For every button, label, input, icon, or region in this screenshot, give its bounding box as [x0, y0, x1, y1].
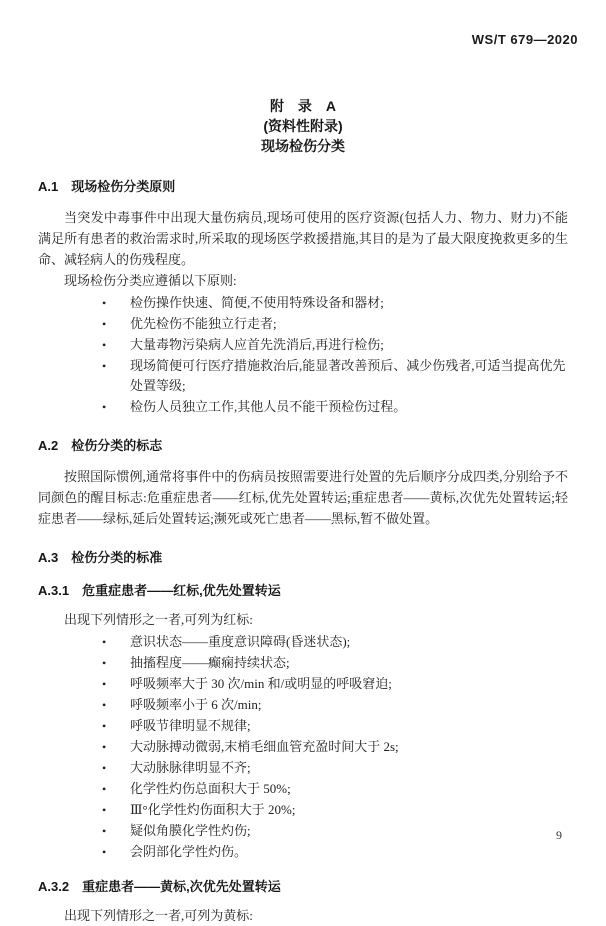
section-number: A.2 — [38, 438, 59, 453]
bullet-icon: • — [102, 824, 107, 838]
bullet-icon: • — [102, 845, 107, 859]
section-title-text: 检伤分类的标准 — [71, 550, 163, 565]
list-item — [102, 335, 568, 355]
section-title-text: 重症患者——黄标,次优先处置转运 — [82, 879, 281, 894]
page-number: 9 — [556, 828, 562, 842]
list-item — [102, 737, 568, 757]
list-item — [102, 632, 568, 652]
bullet-text: 意识状态——重度意识障碍(昏迷状态); — [130, 634, 351, 649]
bullet-icon: • — [102, 635, 107, 649]
list-item — [102, 293, 568, 313]
section-title-text: 现场检伤分类原则 — [71, 179, 176, 194]
bullet-text: 化学性灼伤总面积大于 50%; — [130, 781, 291, 796]
doc-number: WS/T 679—2020 — [471, 32, 578, 47]
bullet-text: 呼吸节律明显不规律; — [130, 718, 251, 733]
bullet-icon: • — [102, 782, 107, 796]
bullet-text: 抽搐程度——癫痫持续状态; — [130, 655, 290, 670]
list-item — [102, 716, 568, 736]
bullet-icon: • — [102, 296, 107, 310]
section-number: A.1 — [38, 179, 59, 194]
list-item — [102, 695, 568, 715]
list-item — [102, 800, 568, 820]
list-item — [102, 758, 568, 778]
list-item — [102, 842, 568, 862]
bullet-text: 大量毒物污染病人应首先洗消后,再进行检伤; — [130, 337, 384, 352]
bullet-icon: • — [102, 698, 107, 712]
list-item — [102, 821, 568, 841]
bullet-icon: • — [102, 803, 107, 817]
bullet-icon: • — [102, 740, 107, 754]
list-item — [102, 674, 568, 694]
appendix-title-block — [38, 0, 568, 156]
bullet-text: 大动脉脉律明显不齐; — [130, 760, 251, 775]
bullet-text: 呼吸频率大于 30 次/min 和/或明显的呼吸窘迫; — [130, 676, 392, 691]
bullet-text: 疑似角膜化学性灼伤; — [130, 823, 251, 838]
bullet-text: Ⅲ°化学性灼伤面积大于 20%; — [130, 802, 296, 817]
section-heading-a2 — [38, 437, 568, 454]
section-title-text: 危重症患者——红标,优先处置转运 — [82, 583, 281, 598]
bullet-text: 呼吸频率小于 6 次/min; — [130, 697, 262, 712]
section-heading-a32 — [38, 878, 568, 895]
a31-list-intro: 出现下列情形之一者,可列为红标: — [64, 612, 253, 627]
bullet-icon: • — [102, 656, 107, 670]
bullet-text: 优先检伤不能独立行走者; — [130, 316, 277, 331]
bullet-text: 现场简便可行医疗措施救治后,能显著改善预后、减少伤残者,可适当提高优先处置等级; — [130, 358, 566, 393]
appendix-name: 现场检伤分类 — [261, 138, 345, 154]
a1-paragraph: 当突发中毒事件中出现大量伤病员,现场可使用的医疗资源(包括人力、物力、财力)不能满足所有患者的救治需求时,所采取的现场医学救援措施,其目的是为了最大限度挽救更多的生命、减轻病人的伤残程度。 — [38, 210, 568, 267]
list-item — [102, 356, 568, 396]
section-number: A.3 — [38, 550, 59, 565]
a2-paragraph: 按照国际惯例,通常将事件中的伤病员按照需要进行处置的先后顺序分成四类,分别给予不同颜色的醒目标志:危重症患者——红标,优先处置转运;重症患者——黄标,次优先处置转运;轻症患者——绿标,延后处置转运;濒死或死亡患者——黑标,暂不做处置。 — [38, 469, 568, 526]
bullet-text: 大动脉搏动微弱,末梢毛细血管充盈时间大于 2s; — [130, 739, 399, 754]
section-number: A.3.2 — [38, 879, 70, 894]
bullet-icon: • — [102, 338, 107, 352]
list-item — [102, 653, 568, 673]
section-heading-a31 — [38, 582, 568, 599]
list-item — [102, 397, 568, 417]
bullet-icon: • — [102, 677, 107, 691]
bullet-text: 会阴部化学性灼伤。 — [130, 844, 248, 859]
a1-bullet-list — [102, 293, 568, 417]
section-number: A.3.1 — [38, 583, 70, 598]
bullet-icon: • — [102, 761, 107, 775]
a1-list-intro: 现场检伤分类应遵循以下原则: — [64, 273, 237, 288]
list-item — [102, 779, 568, 799]
bullet-icon: • — [102, 359, 107, 373]
a32-list-intro: 出现下列情形之一者,可列为黄标: — [64, 908, 253, 923]
bullet-icon: • — [102, 719, 107, 733]
section-title-text: 检伤分类的标志 — [71, 438, 163, 453]
list-item — [102, 314, 568, 334]
section-heading-a1 — [38, 178, 568, 195]
section-heading-a3 — [38, 549, 568, 566]
bullet-text: 检伤人员独立工作,其他人员不能干预检伤过程。 — [130, 399, 407, 414]
a31-bullet-list — [102, 632, 568, 862]
bullet-text: 检伤操作快速、简便,不使用特殊设备和器材; — [130, 295, 384, 310]
bullet-icon: • — [102, 400, 107, 414]
bullet-icon: • — [102, 317, 107, 331]
appendix-label: 附 录 A — [269, 98, 337, 114]
appendix-note: (资料性附录) — [263, 118, 343, 134]
